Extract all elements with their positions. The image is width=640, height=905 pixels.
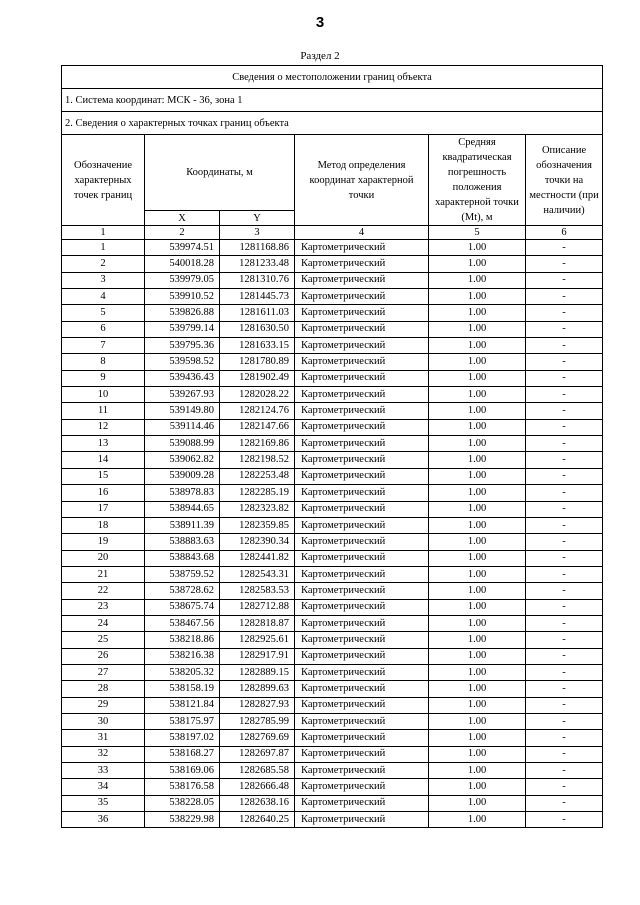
method-cell: Картометрический [295, 599, 429, 615]
y-coordinate-cell: 1282169.86 [220, 436, 295, 452]
error-cell: 1.00 [429, 485, 526, 501]
method-cell: Картометрический [295, 272, 429, 288]
error-cell: 1.00 [429, 583, 526, 599]
y-coordinate-cell: 1282769.69 [220, 730, 295, 746]
method-cell: Картометрический [295, 583, 429, 599]
column-number: 6 [526, 226, 603, 240]
y-coordinate-cell: 1281445.73 [220, 289, 295, 305]
y-coordinate-cell: 1281780.89 [220, 354, 295, 370]
table-row [62, 305, 603, 321]
method-cell: Картометрический [295, 321, 429, 337]
method-cell: Картометрический [295, 795, 429, 811]
table-row [62, 256, 603, 272]
point-number-cell: 25 [62, 632, 145, 648]
description-cell: - [526, 730, 603, 746]
header-y: Y [220, 211, 295, 226]
y-coordinate-cell: 1282899.63 [220, 681, 295, 697]
description-cell: - [526, 452, 603, 468]
error-cell: 1.00 [429, 403, 526, 419]
x-coordinate-cell: 538229.98 [145, 812, 220, 828]
point-number-cell: 11 [62, 403, 145, 419]
table-row [62, 501, 603, 517]
method-cell: Картометрический [295, 648, 429, 664]
table-row [62, 485, 603, 501]
points-heading-line: 2. Сведения о характерных точках границ объекта [62, 112, 603, 135]
method-cell: Картометрический [295, 664, 429, 680]
y-coordinate-cell: 1282638.16 [220, 795, 295, 811]
table-row [62, 779, 603, 795]
y-coordinate-cell: 1282818.87 [220, 615, 295, 631]
x-coordinate-cell: 539149.80 [145, 403, 220, 419]
x-coordinate-cell: 538158.19 [145, 681, 220, 697]
y-coordinate-cell: 1282323.82 [220, 501, 295, 517]
column-number: 5 [429, 226, 526, 240]
description-cell: - [526, 501, 603, 517]
y-coordinate-cell: 1282685.58 [220, 763, 295, 779]
table-row [62, 387, 603, 403]
column-numbers-row [62, 226, 603, 240]
column-number: 2 [145, 226, 220, 240]
description-cell: - [526, 615, 603, 631]
x-coordinate-cell: 539598.52 [145, 354, 220, 370]
method-cell: Картометрический [295, 403, 429, 419]
error-cell: 1.00 [429, 272, 526, 288]
table-row [62, 534, 603, 550]
y-coordinate-cell: 1282390.34 [220, 534, 295, 550]
header-designation: Обозначение характерных точек границ [62, 135, 145, 226]
method-cell: Картометрический [295, 534, 429, 550]
x-coordinate-cell: 538228.05 [145, 795, 220, 811]
x-coordinate-cell: 538911.39 [145, 517, 220, 533]
table-row [62, 681, 603, 697]
header-coordinates: Координаты, м [145, 135, 295, 211]
coordinate-system-line: 1. Система координат: МСК - 36, зона 1 [62, 89, 603, 112]
x-coordinate-cell: 539267.93 [145, 387, 220, 403]
method-cell: Картометрический [295, 812, 429, 828]
point-number-cell: 10 [62, 387, 145, 403]
method-cell: Картометрический [295, 436, 429, 452]
x-coordinate-cell: 538176.58 [145, 779, 220, 795]
table-row [62, 452, 603, 468]
x-coordinate-cell: 538728.62 [145, 583, 220, 599]
x-coordinate-cell: 539436.43 [145, 370, 220, 386]
table-row [62, 370, 603, 386]
method-cell: Картометрический [295, 452, 429, 468]
method-cell: Картометрический [295, 746, 429, 762]
header-description: Описание обозначения точки на местности (при наличии) [526, 135, 603, 226]
error-cell: 1.00 [429, 730, 526, 746]
point-number-cell: 28 [62, 681, 145, 697]
header-method: Метод определения координат характерной точки [295, 135, 429, 226]
point-number-cell: 30 [62, 713, 145, 729]
method-cell: Картометрический [295, 632, 429, 648]
description-cell: - [526, 485, 603, 501]
table-row [62, 664, 603, 680]
error-cell: 1.00 [429, 599, 526, 615]
error-cell: 1.00 [429, 746, 526, 762]
y-coordinate-cell: 1282666.48 [220, 779, 295, 795]
description-cell: - [526, 550, 603, 566]
error-cell: 1.00 [429, 795, 526, 811]
description-cell: - [526, 468, 603, 484]
method-cell: Картометрический [295, 501, 429, 517]
error-cell: 1.00 [429, 763, 526, 779]
point-number-cell: 13 [62, 436, 145, 452]
x-coordinate-cell: 538205.32 [145, 664, 220, 680]
description-cell: - [526, 583, 603, 599]
y-coordinate-cell: 1281168.86 [220, 240, 295, 256]
x-coordinate-cell: 538843.68 [145, 550, 220, 566]
description-cell: - [526, 338, 603, 354]
column-number: 3 [220, 226, 295, 240]
y-coordinate-cell: 1282712.88 [220, 599, 295, 615]
y-coordinate-cell: 1282827.93 [220, 697, 295, 713]
table-row [62, 240, 603, 256]
table-row [62, 632, 603, 648]
table-row [62, 354, 603, 370]
method-cell: Картометрический [295, 615, 429, 631]
point-number-cell: 21 [62, 566, 145, 582]
method-cell: Картометрический [295, 354, 429, 370]
point-number-cell: 5 [62, 305, 145, 321]
error-cell: 1.00 [429, 436, 526, 452]
point-number-cell: 33 [62, 763, 145, 779]
method-cell: Картометрический [295, 566, 429, 582]
page-number: 3 [315, 14, 325, 31]
error-cell: 1.00 [429, 387, 526, 403]
table-row [62, 321, 603, 337]
description-cell: - [526, 566, 603, 582]
method-cell: Картометрический [295, 697, 429, 713]
x-coordinate-cell: 539979.05 [145, 272, 220, 288]
method-cell: Картометрический [295, 550, 429, 566]
description-cell: - [526, 632, 603, 648]
method-cell: Картометрический [295, 387, 429, 403]
x-coordinate-cell: 539114.46 [145, 419, 220, 435]
method-cell: Картометрический [295, 730, 429, 746]
error-cell: 1.00 [429, 321, 526, 337]
y-coordinate-cell: 1281902.49 [220, 370, 295, 386]
point-number-cell: 2 [62, 256, 145, 272]
header-error: Средняя квадратическая погрешность положения характерной точки (Mt), м [429, 135, 526, 226]
description-cell: - [526, 534, 603, 550]
point-number-cell: 6 [62, 321, 145, 337]
description-cell: - [526, 763, 603, 779]
error-cell: 1.00 [429, 240, 526, 256]
y-coordinate-cell: 1281233.48 [220, 256, 295, 272]
table-row [62, 795, 603, 811]
x-coordinate-cell: 538168.27 [145, 746, 220, 762]
x-coordinate-cell: 538944.65 [145, 501, 220, 517]
error-cell: 1.00 [429, 550, 526, 566]
description-cell: - [526, 370, 603, 386]
y-coordinate-cell: 1282785.99 [220, 713, 295, 729]
error-cell: 1.00 [429, 648, 526, 664]
method-cell: Картометрический [295, 289, 429, 305]
y-coordinate-cell: 1282198.52 [220, 452, 295, 468]
x-coordinate-cell: 538169.06 [145, 763, 220, 779]
description-cell: - [526, 403, 603, 419]
table-row [62, 338, 603, 354]
error-cell: 1.00 [429, 812, 526, 828]
table-row [62, 289, 603, 305]
error-cell: 1.00 [429, 534, 526, 550]
description-cell: - [526, 599, 603, 615]
table-row [62, 730, 603, 746]
method-cell: Картометрический [295, 763, 429, 779]
error-cell: 1.00 [429, 289, 526, 305]
column-number: 1 [62, 226, 145, 240]
x-coordinate-cell: 538175.97 [145, 713, 220, 729]
error-cell: 1.00 [429, 615, 526, 631]
x-coordinate-cell: 539062.82 [145, 452, 220, 468]
point-number-cell: 27 [62, 664, 145, 680]
error-cell: 1.00 [429, 681, 526, 697]
x-coordinate-cell: 540018.28 [145, 256, 220, 272]
y-coordinate-cell: 1282285.19 [220, 485, 295, 501]
y-coordinate-cell: 1282359.85 [220, 517, 295, 533]
method-cell: Картометрический [295, 779, 429, 795]
description-cell: - [526, 779, 603, 795]
description-cell: - [526, 517, 603, 533]
error-cell: 1.00 [429, 305, 526, 321]
description-cell: - [526, 321, 603, 337]
method-cell: Картометрический [295, 256, 429, 272]
description-cell: - [526, 697, 603, 713]
error-cell: 1.00 [429, 501, 526, 517]
table-row [62, 419, 603, 435]
method-cell: Картометрический [295, 713, 429, 729]
error-cell: 1.00 [429, 664, 526, 680]
point-number-cell: 3 [62, 272, 145, 288]
y-coordinate-cell: 1282925.61 [220, 632, 295, 648]
x-coordinate-cell: 539974.51 [145, 240, 220, 256]
error-cell: 1.00 [429, 256, 526, 272]
table-row [62, 615, 603, 631]
table-row [62, 812, 603, 828]
method-cell: Картометрический [295, 240, 429, 256]
description-cell: - [526, 648, 603, 664]
x-coordinate-cell: 538197.02 [145, 730, 220, 746]
point-number-cell: 36 [62, 812, 145, 828]
error-cell: 1.00 [429, 338, 526, 354]
column-number: 4 [295, 226, 429, 240]
error-cell: 1.00 [429, 354, 526, 370]
error-cell: 1.00 [429, 452, 526, 468]
table-row [62, 746, 603, 762]
method-cell: Картометрический [295, 419, 429, 435]
point-number-cell: 19 [62, 534, 145, 550]
description-cell: - [526, 305, 603, 321]
description-cell: - [526, 664, 603, 680]
method-cell: Картометрический [295, 681, 429, 697]
table-row [62, 517, 603, 533]
y-coordinate-cell: 1282147.66 [220, 419, 295, 435]
description-cell: - [526, 256, 603, 272]
y-coordinate-cell: 1282917.91 [220, 648, 295, 664]
y-coordinate-cell: 1282543.31 [220, 566, 295, 582]
table-row [62, 403, 603, 419]
table-row [62, 436, 603, 452]
y-coordinate-cell: 1282124.76 [220, 403, 295, 419]
method-cell: Картометрический [295, 468, 429, 484]
method-cell: Картометрический [295, 305, 429, 321]
error-cell: 1.00 [429, 779, 526, 795]
x-coordinate-cell: 538978.83 [145, 485, 220, 501]
description-cell: - [526, 419, 603, 435]
error-cell: 1.00 [429, 697, 526, 713]
point-number-cell: 14 [62, 452, 145, 468]
point-number-cell: 17 [62, 501, 145, 517]
y-coordinate-cell: 1282441.82 [220, 550, 295, 566]
table-row [62, 272, 603, 288]
table-row [62, 468, 603, 484]
table-title: Сведения о местоположении границ объекта [62, 66, 603, 89]
description-cell: - [526, 240, 603, 256]
x-coordinate-cell: 538467.56 [145, 615, 220, 631]
x-coordinate-cell: 538218.86 [145, 632, 220, 648]
error-cell: 1.00 [429, 419, 526, 435]
point-number-cell: 12 [62, 419, 145, 435]
point-number-cell: 15 [62, 468, 145, 484]
method-cell: Картометрический [295, 338, 429, 354]
y-coordinate-cell: 1282028.22 [220, 387, 295, 403]
description-cell: - [526, 272, 603, 288]
table-row [62, 566, 603, 582]
section-label: Раздел 2 [300, 50, 340, 62]
description-cell: - [526, 681, 603, 697]
y-coordinate-cell: 1282583.53 [220, 583, 295, 599]
description-cell: - [526, 713, 603, 729]
point-number-cell: 16 [62, 485, 145, 501]
table-row [62, 599, 603, 615]
point-number-cell: 4 [62, 289, 145, 305]
point-number-cell: 7 [62, 338, 145, 354]
point-number-cell: 1 [62, 240, 145, 256]
method-cell: Картометрический [295, 485, 429, 501]
method-cell: Картометрический [295, 370, 429, 386]
y-coordinate-cell: 1282640.25 [220, 812, 295, 828]
x-coordinate-cell: 539910.52 [145, 289, 220, 305]
point-number-cell: 18 [62, 517, 145, 533]
x-coordinate-cell: 539799.14 [145, 321, 220, 337]
x-coordinate-cell: 539088.99 [145, 436, 220, 452]
point-number-cell: 32 [62, 746, 145, 762]
point-number-cell: 35 [62, 795, 145, 811]
y-coordinate-cell: 1282253.48 [220, 468, 295, 484]
method-cell: Картометрический [295, 517, 429, 533]
description-cell: - [526, 436, 603, 452]
error-cell: 1.00 [429, 517, 526, 533]
point-number-cell: 22 [62, 583, 145, 599]
point-number-cell: 9 [62, 370, 145, 386]
x-coordinate-cell: 538675.74 [145, 599, 220, 615]
table-row [62, 713, 603, 729]
y-coordinate-cell: 1281630.50 [220, 321, 295, 337]
y-coordinate-cell: 1282697.87 [220, 746, 295, 762]
x-coordinate-cell: 538759.52 [145, 566, 220, 582]
y-coordinate-cell: 1281611.03 [220, 305, 295, 321]
description-cell: - [526, 812, 603, 828]
table-row [62, 550, 603, 566]
point-number-cell: 34 [62, 779, 145, 795]
error-cell: 1.00 [429, 713, 526, 729]
x-coordinate-cell: 538216.38 [145, 648, 220, 664]
point-number-cell: 8 [62, 354, 145, 370]
description-cell: - [526, 746, 603, 762]
x-coordinate-cell: 538883.63 [145, 534, 220, 550]
y-coordinate-cell: 1281633.15 [220, 338, 295, 354]
point-number-cell: 24 [62, 615, 145, 631]
x-coordinate-cell: 539826.88 [145, 305, 220, 321]
table-row [62, 763, 603, 779]
x-coordinate-cell: 538121.84 [145, 697, 220, 713]
error-cell: 1.00 [429, 566, 526, 582]
header-x: X [145, 211, 220, 226]
description-cell: - [526, 289, 603, 305]
description-cell: - [526, 795, 603, 811]
description-cell: - [526, 354, 603, 370]
error-cell: 1.00 [429, 632, 526, 648]
point-number-cell: 29 [62, 697, 145, 713]
x-coordinate-cell: 539009.28 [145, 468, 220, 484]
x-coordinate-cell: 539795.36 [145, 338, 220, 354]
table-row [62, 648, 603, 664]
point-number-cell: 23 [62, 599, 145, 615]
error-cell: 1.00 [429, 468, 526, 484]
boundary-points-table [61, 65, 603, 828]
description-cell: - [526, 387, 603, 403]
y-coordinate-cell: 1282889.15 [220, 664, 295, 680]
point-number-cell: 31 [62, 730, 145, 746]
point-number-cell: 26 [62, 648, 145, 664]
point-number-cell: 20 [62, 550, 145, 566]
table-body [62, 240, 603, 828]
table-row [62, 697, 603, 713]
table-row [62, 583, 603, 599]
y-coordinate-cell: 1281310.76 [220, 272, 295, 288]
error-cell: 1.00 [429, 370, 526, 386]
